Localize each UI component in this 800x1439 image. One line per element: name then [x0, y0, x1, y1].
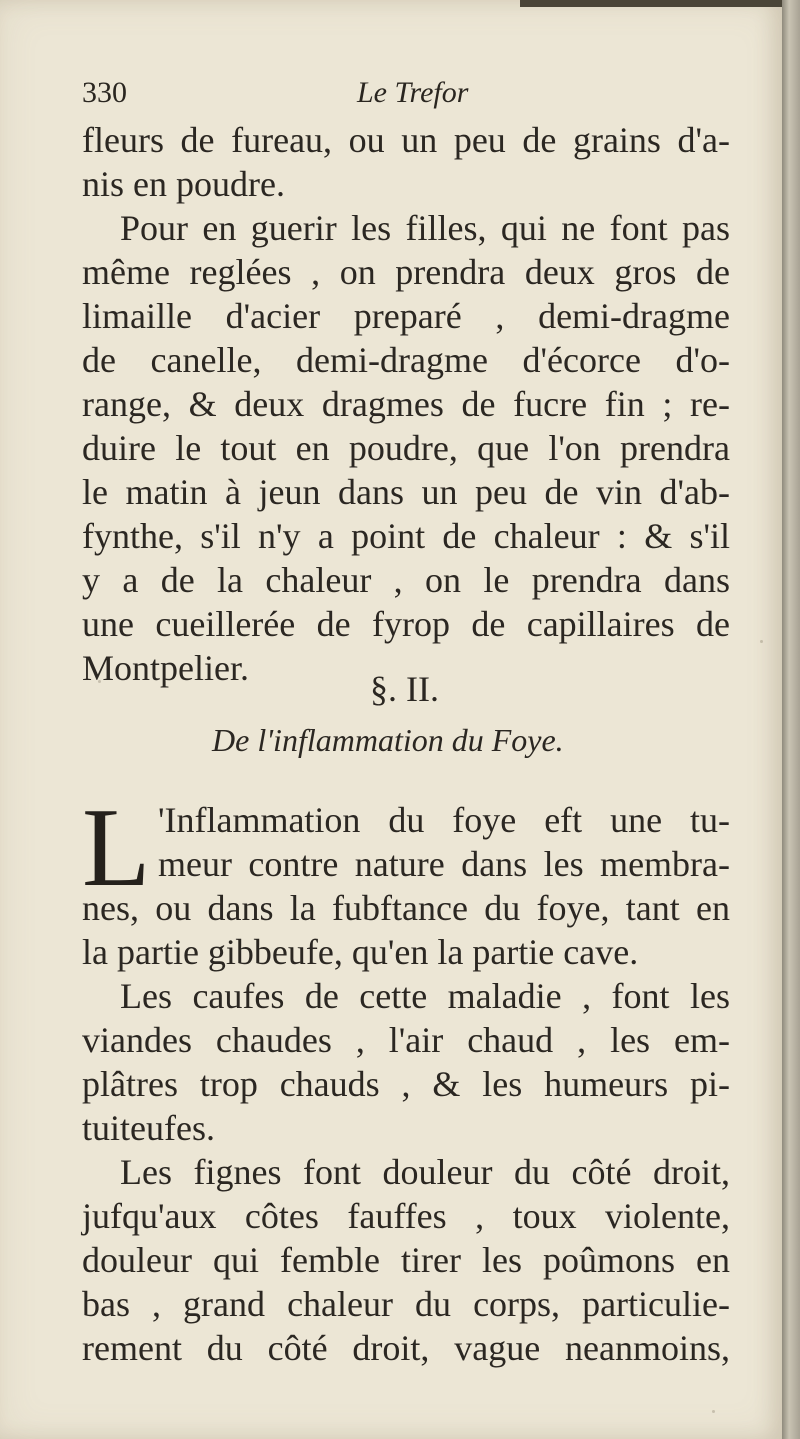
text-line: y a de la chaleur , on le prendra dans	[82, 560, 730, 600]
section-title: De l'inflammation du Foye.	[212, 722, 564, 758]
text-line: le matin à jeun dans un peu de vin d'ab-	[82, 472, 730, 512]
text-line: de canelle, demi-dragme d'écorce d'o-	[82, 340, 730, 380]
text-line: la partie gibbeufe, qu'en la partie cave.	[82, 932, 639, 972]
text-line: douleur qui femble tirer les poûmons en	[82, 1240, 730, 1280]
page-top-shadow	[520, 0, 782, 7]
page-header	[82, 76, 722, 116]
running-title: Le Trefor	[357, 76, 469, 109]
drop-cap: L	[82, 786, 151, 910]
text-line: duire le tout en poudre, que l'on prendra	[82, 428, 730, 468]
text-line: jufqu'aux côtes fauffes , toux violente,	[82, 1196, 730, 1236]
paper-speck	[98, 680, 101, 683]
text-line: Les caufes de cette maladie , font les	[120, 976, 730, 1016]
text-line: 'Inflammation du foye eft une tu-	[158, 800, 730, 840]
paragraph-block-1	[82, 118, 730, 690]
text-line: meur contre nature dans les membra-	[158, 844, 730, 884]
paper-speck	[712, 1410, 715, 1413]
text-line: une cueillerée de fyrop de capillaires de	[82, 604, 730, 644]
drop-cap-lines	[158, 798, 730, 886]
text-line: plâtres trop chauds , & les humeurs pi-	[82, 1064, 730, 1104]
text-line: Les fignes font douleur du côté droit,	[120, 1152, 730, 1192]
text-line: nes, ou dans la fubftance du foye, tant en	[82, 888, 730, 928]
section-heading: §. II.	[370, 669, 439, 709]
text-line: bas , grand chaleur du corps, particulie-	[82, 1284, 730, 1324]
text-line: range, & deux dragmes de fucre fin ; re-	[82, 384, 730, 424]
text-line: fynthe, s'il n'y a point de chaleur : & s'il	[82, 516, 730, 556]
text-line: Pour en guerir les filles, qui ne font pas	[120, 208, 730, 248]
text-line: limaille d'acier preparé , demi-dragme	[82, 296, 730, 336]
paper-speck	[760, 640, 763, 643]
text-line: même reglées , on prendra deux gros de	[82, 252, 730, 292]
paragraph-block-2	[82, 886, 730, 1370]
text-line: tuiteufes.	[82, 1108, 215, 1148]
page-number: 330	[82, 76, 127, 109]
text-line: fleurs de fureau, ou un peu de grains d'a-	[82, 120, 730, 160]
text-line: rement du côté droit, vague neanmoins,	[82, 1328, 730, 1368]
text-line: viandes chaudes , l'air chaud , les em-	[82, 1020, 730, 1060]
page-edge	[782, 0, 800, 1439]
text-line: Montpelier.	[82, 648, 249, 688]
text-line: nis en poudre.	[82, 164, 285, 204]
